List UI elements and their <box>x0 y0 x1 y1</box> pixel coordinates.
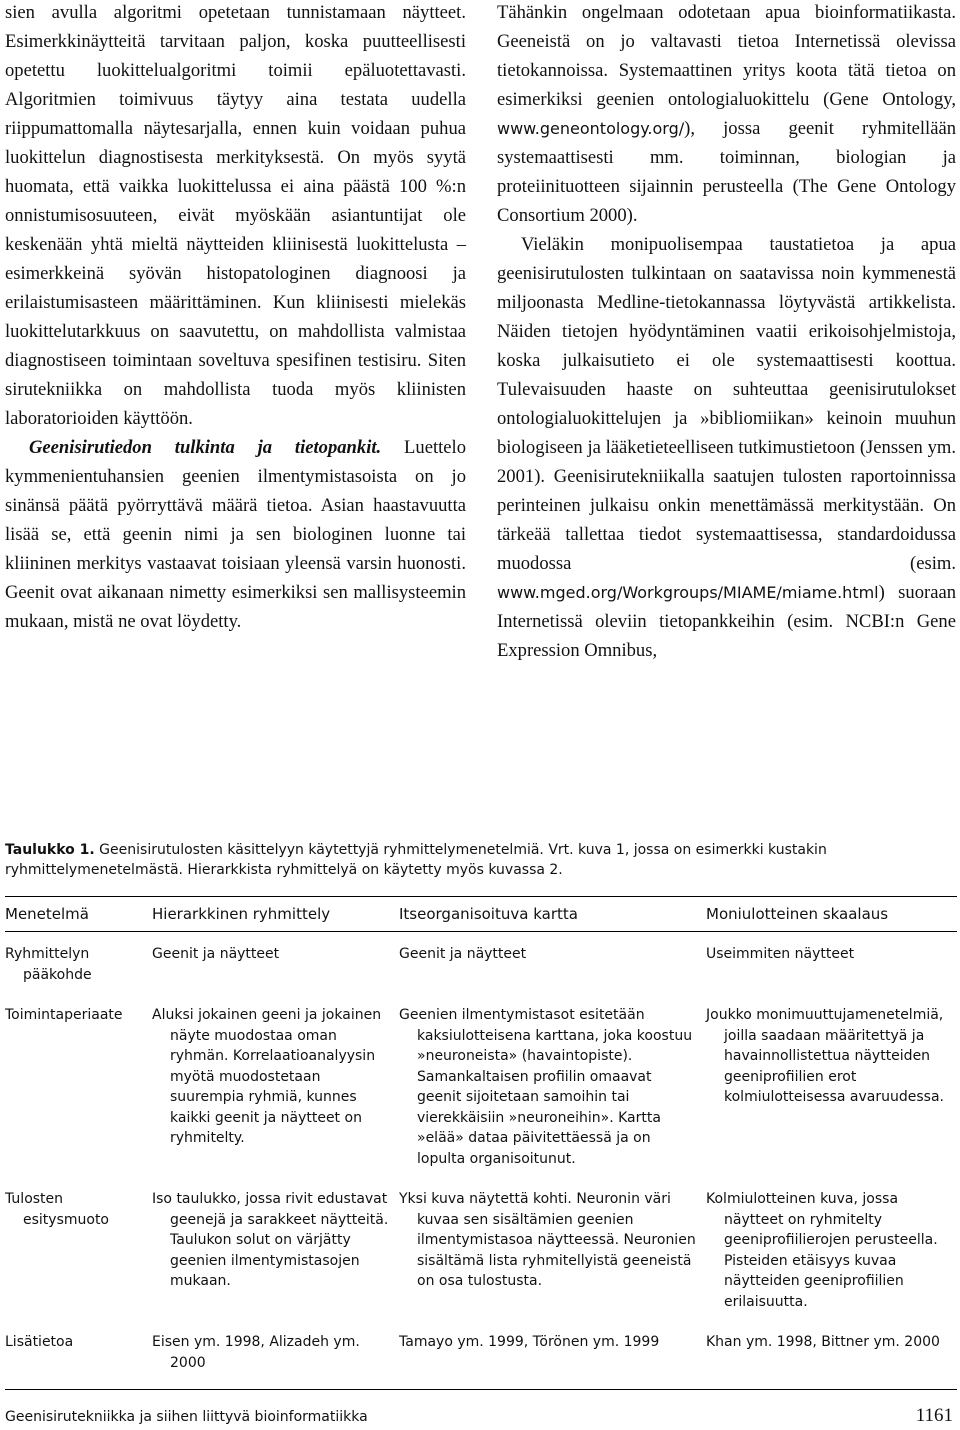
table-cell: Lisätietoa <box>5 1334 74 1350</box>
table-cell: Geenien ilmentymistasot esitetään kaksiulotteisena karttana, joka koostuu »neuroneista» (havaintopiste). Samankaltaisen profiilin omaavat geenit sijoitetaan samoihin tai vierekkäisiin »neuroneihin». Kartta »elää» dataa päivitettäessä ja on lopulta organisoitunut. <box>399 1007 693 1167</box>
running-footer-title: Geenisirutekniikka ja siihen liittyvä bioinformatiikka <box>5 1409 368 1425</box>
left-text-column <box>5 0 466 636</box>
table-caption <box>5 840 957 880</box>
table-cell: Kolmiulotteinen kuva, jossa näytteet on ryhmitelty geeniprofiilierojen perusteella. Pisteiden etäisyys kuvaa näytteiden geeniprofiilien erilaisuutta. <box>706 1191 938 1310</box>
paragraph-bioinformatics <box>497 0 956 230</box>
table-row <box>5 944 957 985</box>
paragraph-text: ) suoraan Internetissä oleviin tietopankkeihin (esim. NCBI:n Gene Expression Omnibus, <box>497 582 956 661</box>
table-cell: Iso taulukko, jossa rivit edustavat geenejä ja sarakkeet näytteitä. Taulukon solut on värjätty geenien ilmentymistasojen mukaan. <box>152 1191 389 1289</box>
paragraph-text: sien avulla algoritmi opetetaan tunnistamaan näytteet. Esimerkkinäytteitä tarvitaan paljon, koska puutteellisesti opetettu luokittelualgoritmi toimii epäluotettavasti. Algoritmien toimivuus täytyy aina testata uudella riippumattomalla näytesarjalla, ennen kuin voidaan puhua luokittelun diagnostisesta merkityksestä. On myös syytä huomata, että vaikka luokittelussa ei aina päästä 100 %:n onnistumisosuuteen, eivät myöskään asiantuntijat ole keskenään yhtä mieltä näytteiden kliinisestä luokittelusta – esimerkkeinä syövän histopatologinen diagnoosi ja erilaistumisasteen määrittäminen. Kun kliinisesti mielekäs luokittelutarkkuus on saavutettu, on mahdollista valmistaa diagnostiseen toimintaan soveltuva spesifinen testisiru. Siten sirutekniikka on mahdollista tuoda myös kliinisten laboratorioiden käyttöön. <box>5 2 466 429</box>
table-header-rule <box>5 931 957 932</box>
section-heading: Geenisirutiedon tulkinta ja tietopankit. <box>29 437 382 458</box>
table-header-row <box>5 897 957 931</box>
header-cell: Hierarkkinen ryhmittely <box>152 904 331 923</box>
paragraph-classification <box>5 0 466 433</box>
header-cell: Itseorganisoituva kartta <box>399 904 578 923</box>
paragraph-text: Tähänkin ongelmaan odotetaan apua bioinformatiikasta. Geeneistä on jo valtavasti tietoa Internetissä olevissa tietokannoissa. Systemaattinen yritys koota tätä tietoa on esimerkiksi geenien ontologialuokittelu (Gene Ontology, <box>497 2 956 110</box>
caption-label: Taulukko 1. <box>5 842 95 858</box>
table-cell: Useimmiten näytteet <box>706 946 855 962</box>
miame-link[interactable]: www.mged.org/Workgroups/MIAME/miame.html <box>497 583 879 602</box>
table-cell: Joukko monimuuttujamenetelmiä, joilla saadaan määritettyä ja havainnollistettua näytteiden geeniprofiilien erot kolmiulotteisessa avaruudessa. <box>706 1007 944 1105</box>
table-cell: Geenit ja näytteet <box>399 946 527 962</box>
table-cell: Tulosten esitysmuoto <box>5 1191 109 1228</box>
header-cell: Moniulotteinen skaalaus <box>706 904 889 923</box>
page-number: 1161 <box>915 1405 953 1426</box>
paragraph-text: Luettelo kymmenientuhansien geenien ilmentymistasoista on jo sinänsä päätä pyörryttävä määrä tietoa. Asian haastavuutta lisää se, että geenin nimi ja sen biologinen luonne tai kliininen merkitys vastaavat toisiaan yleensä varsin huonosti. Geenit ovat aikanaan nimetty esimerkiksi sen mallisysteemin mukaan, mistä ne ovat löydetty. <box>5 437 467 632</box>
paragraph-text: ), jossa geenit ryhmitellään systemaattisesti mm. toiminnan, biologian ja proteiinituotteen sijainnin perusteella (The Gene Ontology Consortium 2000). <box>497 118 956 226</box>
table-cell: Toimintaperiaate <box>5 1007 123 1023</box>
table-row <box>5 1189 957 1312</box>
table-row <box>5 1005 957 1169</box>
table-row <box>5 1332 957 1373</box>
paragraph-text: Vieläkin monipuolisempaa taustatietoa ja apua geenisirutulosten tulkintaan on saatavissa noin kymmenestä miljoonasta Medline-tietokannassa löytyvästä artikkelista. Näiden tietojen hyödyntäminen vaatii erikoisohjelmistoja, koska julkaisutieto ei ole systemaattisesti koottua. Tulevaisuuden haaste on suhteuttaa geenisirutulokset ontologialuokittelujen ja »bibliomiikan» keinoin muuhun biologiseen ja lääketieteelliseen tutkimustietoon (Jenssen ym. 2001). Geenisirutekniikalla saatujen tulosten raportoinnissa perinteinen julkaisu onkin menettämässä merkitystään. On tärkeää tallettaa tiedot systemaattisessa, standardoidussa muodossa (esim. <box>497 234 956 574</box>
caption-text: Geenisirutulosten käsittelyyn käytettyjä ryhmittelymenetelmiä. Vrt. kuva 1, jossa on esimerkki kustakin ryhmittelymenetelmästä. Hierarkkista ryhmittelyä on käytetty myös kuvassa 2. <box>5 842 827 878</box>
table-cell: Khan ym. 1998, Bittner ym. 2000 <box>706 1334 940 1350</box>
table-cell: Geenit ja näytteet <box>152 946 280 962</box>
methods-table <box>5 896 957 1390</box>
table-cell: Aluksi jokainen geeni ja jokainen näyte muodostaa oman ryhmän. Korrelaatioanalyysin myötä muodostetaan suurempia ryhmiä, kunnes kaikki geenit ja näytteet on ryhmitelty. <box>152 1007 382 1146</box>
gene-ontology-link[interactable]: www.geneontology.org/ <box>497 119 685 138</box>
table-bottom-rule <box>5 1389 957 1390</box>
paragraph-interpretation <box>5 433 466 636</box>
paragraph-medline <box>497 230 956 665</box>
table-cell: Eisen ym. 1998, Alizadeh ym. 2000 <box>152 1334 360 1371</box>
table-cell: Tamayo ym. 1999, Törönen ym. 1999 <box>399 1334 660 1350</box>
table-cell: Yksi kuva näytettä kohti. Neuronin väri kuvaa sen sisältämien geenien ilmentymistasoa näytteessä. Neuronien sisältämä lista ryhmitellyistä geeneistä on osa tulostusta. <box>399 1191 696 1289</box>
header-cell: Menetelmä <box>5 904 89 923</box>
table-cell: Ryhmittelyn pääkohde <box>5 946 92 983</box>
right-text-column <box>497 0 956 665</box>
